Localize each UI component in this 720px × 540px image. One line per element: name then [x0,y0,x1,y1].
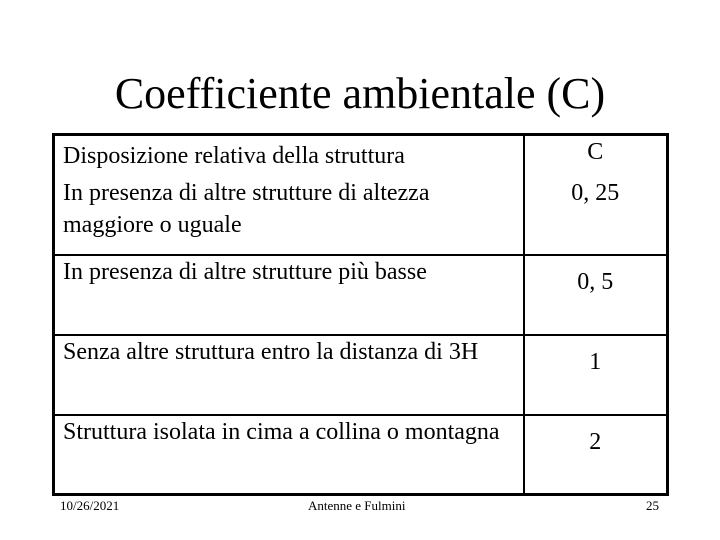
row-value: 0, 25 [571,179,620,206]
row-value: 0, 5 [524,255,668,335]
table-header-row [54,135,668,175]
slide-title: Coefficiente ambientale (C) [114,69,606,118]
row-description: Senza altre struttura entro la distanza di 3H [54,335,524,415]
row-value: 1 [524,335,668,415]
header-description: Disposizione relativa della struttura [54,135,524,175]
row-description: In presenza di altre strutture di altezza maggiore o uguale [54,175,524,255]
row-description: Struttura isolata in cima a collina o montagna [54,415,524,495]
footer-title: Antenne e Fulmini [308,498,406,513]
table-row [54,335,668,415]
row-value: 2 [524,415,668,495]
footer-date: 10/26/2021 [60,498,120,513]
header-c: C [587,139,604,165]
row-description: In presenza di altre strutture più basse [54,255,524,335]
coefficient-table [52,133,669,496]
table-row [54,415,668,495]
table-row [54,175,668,255]
footer-page-number: 25 [646,498,659,513]
table-row [54,255,668,335]
